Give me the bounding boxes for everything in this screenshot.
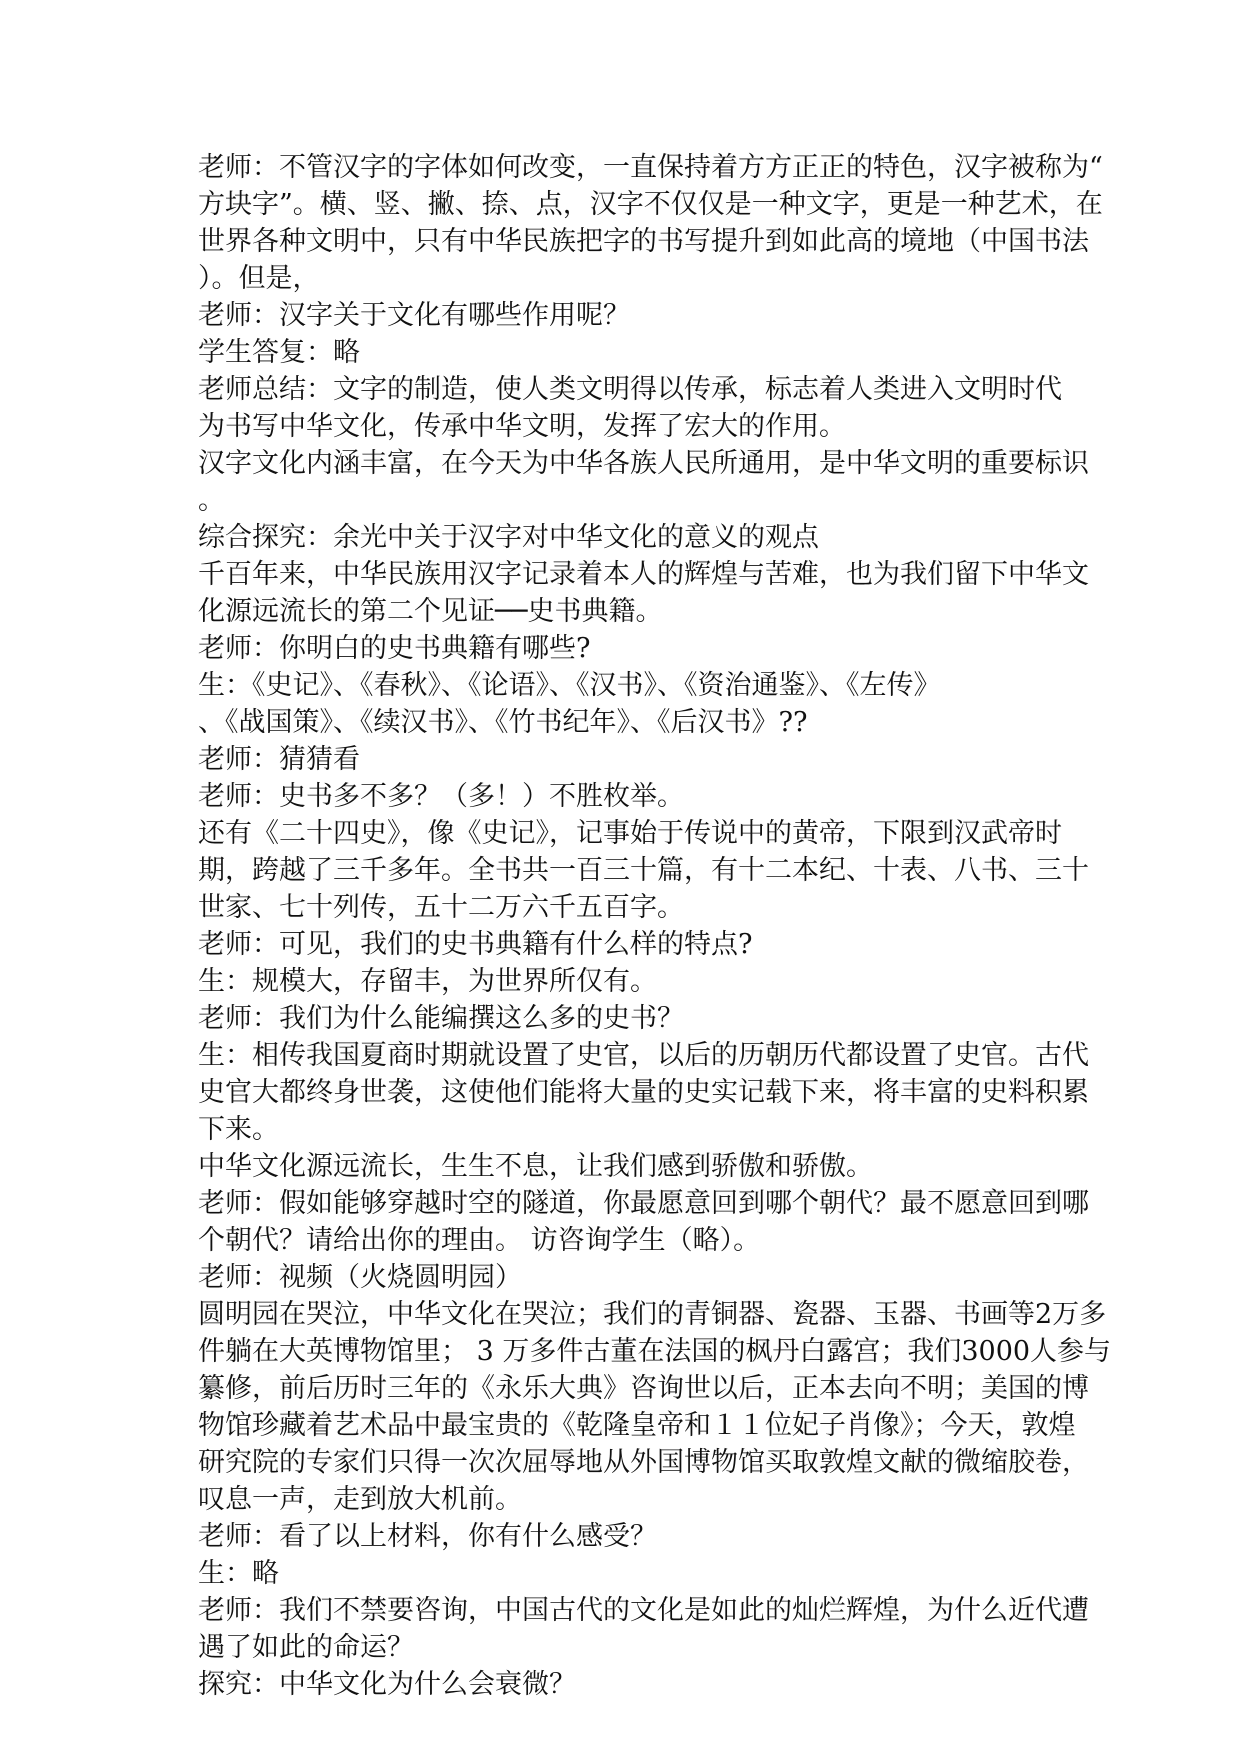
text-line: 下来。 bbox=[198, 1114, 279, 1145]
text-line: 千百年来，中华民族用汉字记录着本人的辉煌与苦难，也为我们留下中华文 bbox=[198, 559, 1089, 590]
text-line: 老师：汉字关于文化有哪些作用呢？ bbox=[198, 300, 630, 331]
text-line: 件躺在大英博物馆里； 3 万多件古董在法国的枫丹白露宫；我们3000人参与 bbox=[198, 1336, 1112, 1367]
text-line: 老师：你明白的史书典籍有哪些? bbox=[198, 633, 591, 664]
text-line: ）。但是， bbox=[198, 263, 320, 294]
text-line: 化源远流长的第二个见证──史书典籍。 bbox=[198, 596, 663, 627]
text-line: 期，跨越了三千多年。全书共一百三十篇，有十二本纪、十表、八书、三十 bbox=[198, 855, 1089, 886]
document-body bbox=[198, 149, 1112, 1703]
text-line: 物馆珍藏着艺术品中最宝贵的《乾隆皇帝和１１位妃子肖像》；今天，敦煌 bbox=[198, 1410, 1076, 1441]
text-line: 生：略 bbox=[198, 1558, 279, 1589]
text-line: 圆明园在哭泣，中华文化在哭泣；我们的青铜器、瓷器、玉器、书画等2万多 bbox=[198, 1299, 1107, 1330]
text-line: 生：相传我国夏商时期就设置了史官，以后的历朝历代都设置了史官。古代 bbox=[198, 1040, 1089, 1071]
text-line: 为书写中华文化，传承中华文明，发挥了宏大的作用。 bbox=[198, 411, 846, 442]
text-line: 老师：我们不禁要咨询，中国古代的文化是如此的灿烂辉煌，为什么近代遭 bbox=[198, 1595, 1089, 1626]
text-line: 老师：看了以上材料，你有什么感受？ bbox=[198, 1521, 657, 1552]
text-line: 还有《二十四史》，像《史记》，记事始于传说中的黄帝，下限到汉武帝时 bbox=[198, 818, 1062, 849]
text-line: 老师：视频（火烧圆明园） bbox=[198, 1262, 522, 1293]
text-line: 老师：我们为什么能编撰这么多的史书？ bbox=[198, 1003, 684, 1034]
text-line: 学生答复：略 bbox=[198, 337, 360, 368]
text-line: 综合探究：余光中关于汉字对中华文化的意义的观点 bbox=[198, 522, 819, 553]
text-line: 老师：假如能够穿越时空的隧道，你最愿意回到哪个朝代？最不愿意回到哪 bbox=[198, 1188, 1089, 1219]
text-line: 方块字”。横、竖、撇、捺、点，汉字不仅仅是一种文字，更是一种艺术，在 bbox=[198, 189, 1103, 220]
text-line: 老师：可见，我们的史书典籍有什么样的特点? bbox=[198, 929, 753, 960]
text-line: 世家、七十列传，五十二万六千五百字。 bbox=[198, 892, 684, 923]
text-line: 。 bbox=[198, 485, 225, 516]
text-line: 老师：史书多不多？（多！）不胜枚举。 bbox=[198, 781, 684, 812]
text-line: 探究：中华文化为什么会衰微？ bbox=[198, 1669, 576, 1700]
text-line: 、《战国策》、《续汉书》、《竹书纪年》、《后汉书》?? bbox=[198, 707, 808, 738]
text-line: 研究院的专家们只得一次次屈辱地从外国博物馆买取敦煌文献的微缩胶卷， bbox=[198, 1447, 1089, 1478]
text-line: 老师总结：文字的制造，使人类文明得以传承，标志着人类进入文明时代 bbox=[198, 374, 1062, 405]
text-line: 中华文化源远流长，生生不息，让我们感到骄傲和骄傲。 bbox=[198, 1151, 873, 1182]
text-line: 老师：不管汉字的字体如何改变，一直保持着方方正正的特色，汉字被称为“ bbox=[198, 152, 1103, 183]
text-line: 生：《史记》、《春秋》、《论语》、《汉书》、《资治通鉴》、《左传》 bbox=[198, 670, 941, 701]
text-line: 纂修，前后历时三年的《永乐大典》咨询世以后，正本去向不明；美国的博 bbox=[198, 1373, 1089, 1404]
text-line: 个朝代？请给出你的理由。 访咨询学生（略）。 bbox=[198, 1225, 761, 1256]
text-line: 叹息一声，走到放大机前。 bbox=[198, 1484, 522, 1515]
text-line: 汉字文化内涵丰富，在今天为中华各族人民所通用，是中华文明的重要标识 bbox=[198, 448, 1089, 479]
text-line: 生：规模大，存留丰，为世界所仅有。 bbox=[198, 966, 657, 997]
text-line: 老师：猜猜看 bbox=[198, 744, 360, 775]
text-line: 世界各种文明中，只有中华民族把字的书写提升到如此高的境地（中国书法 bbox=[198, 226, 1089, 257]
text-line: 遇了如此的命运？ bbox=[198, 1632, 414, 1663]
text-line: 史官大都终身世袭，这使他们能将大量的史实记载下来，将丰富的史料积累 bbox=[198, 1077, 1089, 1108]
